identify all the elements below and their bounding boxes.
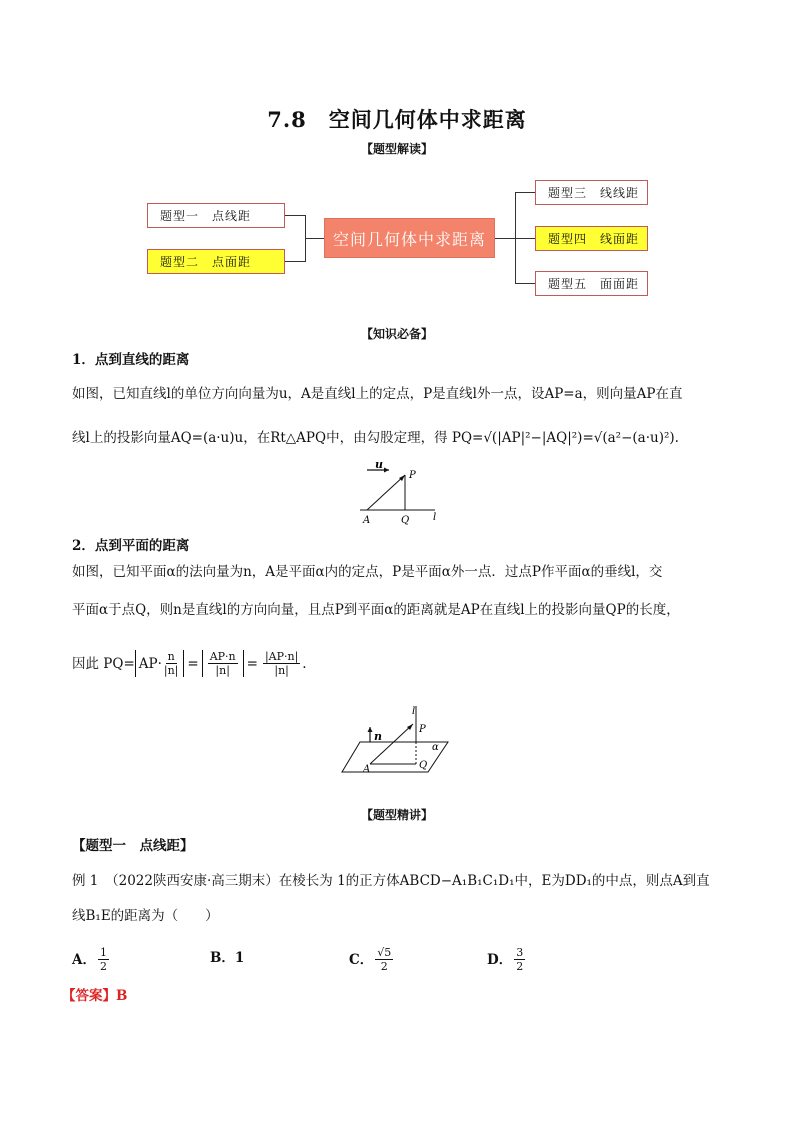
connector — [285, 261, 305, 262]
answer — [62, 986, 127, 1006]
mindmap-left-1: 题型一 点线距 — [147, 203, 285, 228]
k2-formula — [72, 650, 307, 677]
option-d-fraction: $\frac{3}{2}$ — [516, 946, 524, 973]
k2-line2: 平面α于点Q，则n是直线l的方向向量，且点P到平面α的距离就是AP在直线l上的投影向量QP的长度， — [72, 602, 680, 618]
mindmap-left-2: 题型二 点面距 — [147, 249, 285, 274]
fraction-2: $\frac{AP\cdot n}{|n|}$ — [209, 650, 236, 677]
option-a-fraction: $\frac{1}{2}$ — [99, 946, 107, 973]
connector — [515, 192, 535, 193]
section-knowledge-heading: 【知识必备】 — [360, 327, 433, 341]
period: . — [302, 655, 307, 672]
formula-abs-1 — [135, 650, 185, 677]
equals-1: = — [187, 655, 199, 672]
k1-line1: 如图，已知直线l的单位方向向量为u，A是直线l上的定点，P是直线l外一点，设AP=a，则向量AP在直 — [72, 386, 683, 402]
fraction-1: $\frac{n}{|n|}$ — [163, 650, 179, 677]
fig2-n-label: n — [374, 730, 382, 743]
example-line2: 线B₁E的距离为（ ） — [72, 908, 219, 924]
option-a: A． $\frac{1}{2}$ — [72, 946, 107, 973]
page-title: 7.8 空间几何体中求距离 — [267, 107, 527, 132]
fig2-alpha-label: α — [432, 742, 439, 753]
equals-2: = — [246, 655, 258, 672]
mindmap-right-5: 题型五 面面距 — [535, 271, 648, 296]
connector — [515, 283, 535, 284]
mindmap-right-4: 题型四 线面距 — [535, 226, 648, 251]
fig1-A-label: A — [363, 515, 371, 526]
option-b: B．1 — [210, 950, 245, 966]
k2-formula-prefix: 因此 PQ= — [72, 655, 135, 672]
option-d: D． $\frac{3}{2}$ — [487, 946, 524, 973]
option-c-fraction: $\frac{√5}{2}$ — [377, 946, 392, 973]
fig1-u-label: u — [375, 460, 383, 471]
k2-heading: 2．点到平面的距离 — [72, 538, 190, 554]
figure-point-plane — [340, 702, 460, 778]
fig1-Q-label: Q — [401, 515, 410, 526]
fig2-A-label: A — [363, 764, 371, 775]
fig1-P-label: P — [409, 470, 416, 481]
fraction-3: $\frac{|AP\cdot n|}{|n|}$ — [264, 650, 299, 677]
fig2-l-label: l — [412, 706, 416, 717]
section-lecture-heading: 【题型精讲】 — [360, 808, 433, 822]
type1-heading: 【题型一 点线距】 — [72, 838, 194, 854]
k2-line1: 如图，已知平面α的法向量为n，A是平面α内的定点，P是平面α外一点．过点P作平面α的垂线l，交 — [72, 564, 663, 580]
option-c: C． $\frac{√5}{2}$ — [349, 946, 392, 973]
connector — [515, 238, 535, 239]
connector — [495, 238, 515, 239]
answer-label: 【答案】 — [62, 988, 116, 1004]
formula-abs-2 — [202, 650, 244, 677]
fig2-Q-label: Q — [419, 760, 428, 771]
mindmap-right-3: 题型三 线线距 — [535, 180, 648, 205]
connector — [305, 238, 324, 239]
k1-heading: 1．点到直线的距离 — [72, 352, 190, 368]
fig2-P-label: P — [419, 724, 426, 735]
k1-line2: 线l上的投影向量AQ=(a·u)u，在Rt△APQ中，由勾股定理，得 PQ=√(|AP|²−|AQ|²)=√(a²−(a·u)²). — [72, 430, 679, 446]
section-interpret-heading: 【题型解读】 — [360, 142, 433, 156]
fig1-l-label: l — [433, 512, 437, 523]
figure-point-line — [355, 460, 445, 530]
connector — [285, 215, 305, 216]
example-line1: 例 1 （2022陕西安康·高三期末）在棱长为 1的正方体ABCD−A₁B₁C₁D₁中，E为DD₁的中点，则点A到直 — [72, 873, 710, 889]
mindmap-center: 空间几何体中求距离 — [324, 218, 495, 258]
formula-ap: AP· — [138, 655, 162, 672]
answer-value: B — [116, 988, 128, 1004]
